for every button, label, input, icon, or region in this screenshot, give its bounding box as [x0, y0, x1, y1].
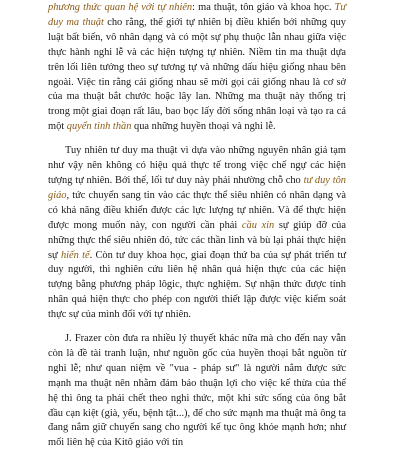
italic-phrase: tư duy tôn giáo — [48, 174, 347, 201]
text-run: , tức chuyển sang tin vào các thực thể siêu nhiên có nhân dạng và có khả năng điều khiển được các lực lượng tự nhiên. Và để thực hiện được mong muốn này, con người cần phải — [48, 189, 346, 231]
paragraph-2 — [48, 144, 346, 323]
italic-phrase: hiến tế — [60, 249, 90, 261]
text-run: cho rằng, thế giới tự nhiên bị điều khiển bởi những quy luật bất biến, vô nhân dạng và có một sự phụ thuộc lẫn nhau giữa việc thực hành nghi lễ và các hiện tượng tự nhiên. Niềm tin ma thuật dựa trên lối liên tưởng theo sự tương tự và những dấu hiệu giống nhau bên ngoài. Việc tin rằng cái giống nhau sẽ mời gọi cái giống nhau là cơ sở của ma thuật bắt chước hoặc lây lan. Những ma thuật này thống trị trong một giai đoạn rất lâu, bao bọc lấy đời sống nhân loại và tạo ra cả một — [48, 16, 346, 133]
text-run: J. Frazer còn đưa ra nhiều lý thuyết khác nữa mà cho đến nay vẫn còn là đề tài tranh luận, như nguồn gốc của huyền thoại bắt nguồn từ nghi lễ; như quan niệm về "vua - pháp sư" là người nắm được sức mạnh ma thuật nên nhằm đảm bảo thuận lợi cho việc kế thừa của thế hệ thì ông ta phải chết theo nghi thức, một khi sức sống của ông bắt đầu cạn kiệt (già, yếu, bệnh tật...), để cho sức mạnh ma thuật mà ông ta đang nắm giữ chuyển sang cho người kế tục ông khỏe mạnh hơn; như mối liên hệ của Kitô giáo với tín — [48, 333, 346, 449]
text-run: Tuy nhiên tư duy ma thuật vì dựa vào những nguyên nhân giả tạm như vậy nên không có hiệu quả thực tế trong việc chế ngự các hiện tượng tự nhiên. Bởi thế, lối tư duy này phải nhường chỗ cho — [48, 145, 346, 186]
text-run: . Còn tư duy khoa học, giai đoạn thứ ba của sự phát triển tư duy người, thì nghiên cứu liên hệ nhân quả hiện thực của các hiện tượng bằng phương pháp lôgic, thực nghiệm. Sự nhận thức được tính nhân quả hiện thực cho phép con người thiết lập được việc kiểm soát thực sự của mình đối với tự nhiên. — [48, 249, 346, 321]
italic-phrase: cầu xin — [241, 219, 275, 231]
italic-phrase: Tư duy ma thuật — [48, 2, 346, 28]
text-run: sự giúp đỡ của những thực thể siêu nhiên đó, tức các thần linh và bù lại phải thực hiện sự — [48, 219, 346, 261]
text-run: qua những huyền thoại và nghi lễ. — [131, 121, 276, 133]
italic-phrase: phương thức quan hệ với tự nhiên — [48, 2, 193, 13]
paragraph-3 — [48, 332, 346, 451]
text-run: : ma thuật, tôn giáo và khoa học. — [192, 2, 335, 13]
italic-phrase: quyển tinh thần — [66, 121, 132, 133]
paragraph-1 — [48, 1, 346, 135]
